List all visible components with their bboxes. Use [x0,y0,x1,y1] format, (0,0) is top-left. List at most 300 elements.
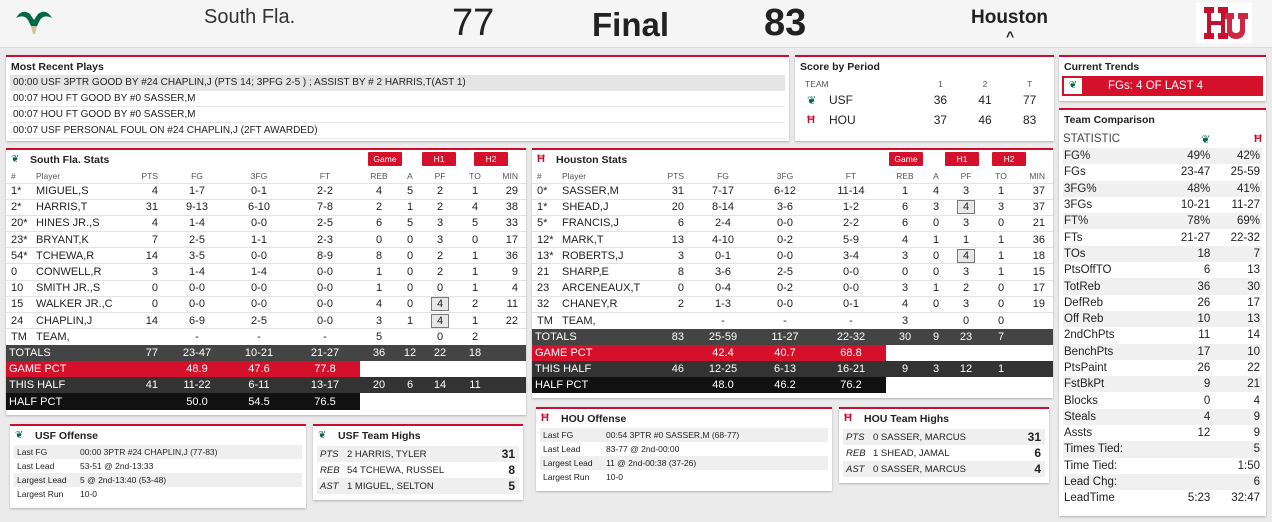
table-cell: 22 [422,345,458,361]
table-cell: 5 [360,329,398,345]
table-row[interactable] [6,313,526,329]
table-cell: SMITH JR.,S [36,280,132,296]
table-cell: TEAM, [562,313,658,329]
table-cell: 7-8 [290,199,360,215]
table-cell: 2-5 [228,313,290,329]
table-cell [948,199,984,215]
table-cell: 9 [924,329,948,345]
usf-h2-button[interactable]: H2 [474,152,508,166]
table-cell: HARRIS,T [36,199,132,215]
column-header: PF [434,171,446,182]
table-cell: 12 [398,345,422,361]
high-value: 31 [1027,430,1041,444]
table-cell: 0-0 [290,264,360,280]
table-cell: 2-4 [692,215,754,231]
table-row[interactable] [532,264,1053,280]
totals-row [532,329,1053,345]
game-status: Final [592,6,670,43]
table-cell: 54* [6,248,36,264]
table-row[interactable] [6,280,526,296]
table-row[interactable] [532,248,1053,264]
comparison-row [1063,246,1262,262]
trend-text: FGs: 4 OF LAST 4 [1108,80,1204,92]
offense-value: 10-0 [606,472,624,482]
table-cell [886,345,1053,361]
table-cell: 18 [458,345,492,361]
offense-value: 00:54 3PTR #0 SASSER,M (68-77) [606,430,740,440]
comparison-hou: 13 [1247,264,1260,277]
table-cell [658,313,692,329]
table-cell: 13-17 [290,377,360,393]
comparison-stat: FG% [1064,150,1091,163]
table-cell: SHEAD,J [562,199,658,215]
uh-logo-icon [1196,3,1252,43]
column-header: # [537,171,542,182]
table-cell: 0 [398,232,422,248]
period-score: 37 [933,113,948,127]
table-cell: 0 [132,280,166,296]
comparison-stat: TotReb [1064,280,1101,293]
usf-logo-icon: ❦ [1201,133,1211,146]
usf-logo-icon: ❦ [807,94,817,107]
high-player: 0 SASSER, MARCUS [873,463,966,475]
table-cell: 1 [984,248,1018,264]
table-cell: 20 [360,377,398,393]
column-header: FG [717,171,729,182]
table-cell: 14 [422,377,458,393]
row-label: GAME PCT [6,361,132,377]
offense-value: 83-77 @ 2nd-00:00 [606,444,680,454]
table-cell: 1 [984,264,1018,280]
table-cell: 0-1 [816,296,886,312]
comparison-hou: 32:47 [1231,492,1260,505]
comparison-row [1063,262,1262,278]
this-half-row [6,377,526,393]
hou-team-highs-title: HOU Team Highs [864,413,949,425]
table-cell: 2 [422,199,458,215]
column-header: 3FG [250,171,268,182]
table-cell: 0 [422,329,458,345]
table-cell: 21-27 [290,345,360,361]
table-cell: 6-11 [228,377,290,393]
comparison-hou: 22 [1247,362,1260,374]
table-cell: 23-47 [166,345,228,361]
high-stat: PTS [320,448,339,460]
offense-label: Last FG [17,447,48,457]
comparison-usf: 49% [1187,150,1211,163]
period-header-t: T [1027,78,1033,89]
possession-caret-icon: ^ [1006,28,1015,44]
table-cell: 77 [132,345,166,361]
high-player: 54 TCHEWA, RUSSEL [347,464,445,476]
table-cell: 8-9 [290,248,360,264]
comparison-hou: 9 [1253,410,1260,423]
comparison-row [1063,376,1262,392]
table-row[interactable] [6,232,526,248]
table-cell: 7 [132,232,166,248]
offense-value: 11 @ 2nd-00:38 (37-26) [606,458,697,468]
table-cell: 76.2 [816,377,886,393]
usf-h1-button[interactable]: H1 [422,152,456,166]
foul-out-badge: 4 [957,249,975,263]
table-cell: 10-21 [228,345,290,361]
table-cell: 6-9 [166,313,228,329]
table-cell: 37 [1018,183,1053,199]
table-cell: CHAPLIN,J [36,313,132,329]
table-cell: 31 [132,199,166,215]
period-score: 36 [933,93,948,107]
hou-stats-panel [532,148,1053,398]
column-header: A [407,171,413,182]
usf-game-button[interactable]: Game [368,152,402,166]
column-header: A [933,171,939,182]
table-cell: 3-4 [816,248,886,264]
high-stat: PTS [846,431,865,443]
table-cell: SASSER,M [562,183,658,199]
high-value: 5 [508,479,515,493]
table-cell: 4 [924,183,948,199]
comparison-hou: 1:50 [1237,459,1260,472]
column-header: # [11,171,16,182]
table-cell: TEAM, [36,329,132,345]
table-cell: 0-0 [816,280,886,296]
column-header: TO [469,171,481,182]
table-cell: 3 [422,215,458,231]
table-cell: 0 [924,215,948,231]
comparison-hou: 7 [1253,247,1260,260]
table-cell: ROBERTS,J [562,248,658,264]
table-cell: 0 [422,280,458,296]
table-cell: 4 [132,215,166,231]
comparison-usf: 78% [1187,215,1211,228]
table-cell: 0 [984,280,1018,296]
table-cell: 0 [924,296,948,312]
table-cell: 0-0 [228,296,290,312]
table-cell [948,248,984,264]
table-cell: 40.7 [754,345,816,361]
usf-logo-icon: ❦ [1064,78,1082,94]
comparison-row [1063,474,1262,490]
table-cell: 1 [458,183,492,199]
comparison-hou: 5 [1253,443,1260,456]
column-header: FT [319,171,331,182]
table-row[interactable] [532,215,1053,231]
table-cell: 48.9 [166,361,228,377]
table-cell: 0-0 [754,296,816,312]
comparison-row [1063,295,1262,311]
table-cell: 3 [886,280,924,296]
table-row[interactable] [6,199,526,215]
table-cell: 0-1 [228,183,290,199]
comparison-stat: BenchPts [1064,345,1114,358]
table-cell: CONWELL,R [36,264,132,280]
high-stat: REB [320,464,340,476]
comparison-usf [1162,474,1210,490]
table-row[interactable] [6,329,526,345]
comparison-row [1063,360,1262,376]
table-cell: 3 [658,248,692,264]
row-label: THIS HALF [6,377,132,393]
comparison-row [1063,213,1262,229]
table-cell: 47.6 [228,361,290,377]
table-cell: 9 [492,264,526,280]
table-cell: 1-3 [692,296,754,312]
comparison-hou: 21 [1247,378,1260,391]
column-header: FT [845,171,857,182]
table-row[interactable] [6,215,526,231]
table-cell: 6 [886,215,924,231]
comparison-usf: 26 [1197,362,1211,374]
offense-row [14,445,302,459]
table-cell: 33 [492,215,526,231]
score-by-period-title: Score by Period [800,61,880,73]
table-cell: 2-5 [290,215,360,231]
half-pct-row [6,393,526,409]
table-cell: 23 [532,280,562,296]
team-high-row [317,446,519,462]
period-header-2: 2 [982,78,988,89]
table-cell: 5-9 [816,232,886,248]
hou-h2-button[interactable]: H2 [992,152,1026,166]
table-cell: 1 [924,280,948,296]
table-cell: 13* [532,248,562,264]
table-cell: 31 [658,183,692,199]
table-cell: 36 [360,345,398,361]
table-cell: 3-5 [166,248,228,264]
score-header [0,0,1272,48]
table-cell: - [228,329,290,345]
comparison-usf: 48% [1187,182,1211,195]
table-cell: 0 [984,215,1018,231]
comparison-usf: 26 [1197,296,1211,309]
comparison-row [1063,441,1262,457]
table-cell: 1-7 [166,183,228,199]
table-cell: 0 [658,280,692,296]
high-stat: AST [846,463,865,475]
offense-row [14,459,302,473]
table-cell: 68.8 [816,345,886,361]
table-cell [132,393,166,409]
score-by-period-panel [795,55,1054,141]
table-cell: 17 [1018,280,1053,296]
table-cell: 7-17 [692,183,754,199]
table-cell: 54.5 [228,393,290,409]
table-cell: 12 [948,361,984,377]
comparison-usf [1162,441,1210,457]
table-cell [132,361,166,377]
table-cell: 6 [360,215,398,231]
comparison-hou: 13 [1247,313,1260,326]
uh-logo-icon: Ħ [541,412,549,424]
table-cell: 1 [398,313,422,329]
table-cell: 6 [886,199,924,215]
comparison-row [1063,197,1262,213]
offense-row [540,470,828,484]
table-row[interactable] [532,313,1053,329]
away-team-name: South Fla. [204,6,296,28]
row-label: TOTALS [532,329,658,345]
table-row[interactable] [532,183,1053,199]
column-header: PTS [667,171,684,182]
table-cell: 10 [6,280,36,296]
table-row[interactable] [6,183,526,199]
column-header: Player [36,171,61,182]
period-score: 46 [978,113,992,127]
table-cell: 0 [132,296,166,312]
usf-stats-title: South Fla. Stats [30,154,110,166]
table-cell: 36 [492,248,526,264]
table-cell: 22-32 [816,329,886,345]
high-player: 1 MIGUEL, SELTON [347,480,434,492]
comparison-row [1063,344,1262,360]
table-cell: 11-14 [816,183,886,199]
table-row[interactable] [532,296,1053,312]
table-cell: 1* [6,183,36,199]
comparison-row [1063,425,1262,441]
table-cell [360,361,526,377]
table-cell: TCHEWA,R [36,248,132,264]
table-cell: 0-0 [290,296,360,312]
table-cell: 6-13 [754,361,816,377]
comparison-usf: 12 [1197,427,1211,440]
table-cell: 11-22 [166,377,228,393]
table-cell: 1 [458,313,492,329]
table-cell: 14 [132,313,166,329]
high-value: 8 [508,463,515,477]
table-cell: 0-0 [228,215,290,231]
table-cell: 21 [532,264,562,280]
usf-offense-title: USF Offense [35,430,99,442]
comparison-stat: Times Tied: [1064,443,1124,456]
hou-game-button[interactable]: Game [889,152,923,166]
table-cell: 0-0 [228,280,290,296]
uh-logo-icon: Ħ [1254,133,1262,145]
table-cell: 2-5 [166,232,228,248]
usf-stats-panel [6,148,526,415]
table-header-row [532,170,1053,183]
table-cell: 21 [1018,215,1053,231]
table-cell: 0-2 [754,280,816,296]
table-cell: 0 [924,248,948,264]
hou-h1-button[interactable]: H1 [945,152,979,166]
play-item: 00:07 HOU FT GOOD BY #0 SASSER,M [10,107,785,123]
comparison-stat: Assts [1064,427,1093,440]
table-row[interactable] [532,199,1053,215]
table-cell: 48.0 [692,377,754,393]
comparison-stat: 2ndChPts [1064,329,1115,342]
table-cell: 2* [6,199,36,215]
table-cell: 7 [984,329,1018,345]
away-score: 77 [452,2,495,44]
table-cell: 0-0 [166,280,228,296]
high-value: 31 [501,447,515,461]
table-cell: 8 [360,248,398,264]
table-cell: 3 [924,361,948,377]
table-cell: 25-59 [692,329,754,345]
table-row[interactable] [6,296,526,312]
comparison-stat: TOs [1064,247,1086,260]
table-cell: 4 [458,199,492,215]
comparison-stat: Off Reb [1064,313,1104,326]
totals-row [6,345,526,361]
table-cell: FRANCIS,J [562,215,658,231]
comparison-hou: 69% [1236,215,1260,228]
table-cell: 1 [924,232,948,248]
table-cell: 1 [984,183,1018,199]
half-pct-row [532,377,1053,393]
comparison-row [1063,229,1262,245]
table-cell: 2-5 [754,264,816,280]
table-row[interactable] [6,264,526,280]
high-player: 2 HARRIS, TYLER [347,448,427,460]
offense-value: 53-51 @ 2nd-13:33 [80,461,154,471]
table-cell [422,313,458,329]
table-cell: 1 [984,232,1018,248]
table-cell: 4 [492,280,526,296]
high-player: 0 SASSER, MARCUS [873,431,966,443]
table-cell: 3 [948,296,984,312]
uh-logo-icon: Ħ [844,412,852,424]
table-cell [492,377,526,393]
table-cell [492,345,526,361]
table-cell: 83 [658,329,692,345]
table-cell: 3 [924,199,948,215]
offense-value: 10-0 [80,489,98,499]
table-cell: 4-10 [692,232,754,248]
table-cell: 12* [532,232,562,248]
table-row[interactable] [6,248,526,264]
table-cell: 2 [658,296,692,312]
table-cell: 2 [458,296,492,312]
offense-row [540,456,828,470]
column-header: REB [896,171,914,182]
table-cell: HINES JR.,S [36,215,132,231]
team-high-row [843,461,1045,477]
table-cell: 0-4 [692,280,754,296]
table-cell: 12-25 [692,361,754,377]
team-comparison-title: Team Comparison [1064,114,1155,126]
table-cell: TM [6,329,36,345]
usf-offense-panel [10,424,306,508]
table-row[interactable] [532,280,1053,296]
comparison-usf [1162,458,1210,474]
offense-label: Last Lead [17,461,55,471]
table-cell: 1 [360,280,398,296]
offense-label: Last FG [543,430,574,440]
comparison-row [1063,490,1262,506]
table-cell: 1-4 [166,264,228,280]
table-row[interactable] [532,232,1053,248]
table-cell [886,377,1053,393]
table-cell [422,296,458,312]
uh-logo-icon: Ħ [807,114,815,126]
trend-banner [1062,76,1263,96]
table-cell: 41 [132,377,166,393]
comparison-hou: 17 [1247,296,1260,309]
comparison-stat: Time Tied: [1064,459,1118,472]
column-header: 3FG [776,171,794,182]
comparison-hou: 22-32 [1230,231,1260,244]
comparison-row [1063,458,1262,474]
comparison-usf: 10-21 [1180,199,1211,212]
table-cell: 2 [422,183,458,199]
table-cell: 0 [360,232,398,248]
current-trends-title: Current Trends [1064,61,1140,73]
table-cell: 8 [658,264,692,280]
comparison-stat: FT% [1064,215,1089,228]
table-cell: 1 [458,264,492,280]
comparison-usf: 9 [1203,378,1211,391]
